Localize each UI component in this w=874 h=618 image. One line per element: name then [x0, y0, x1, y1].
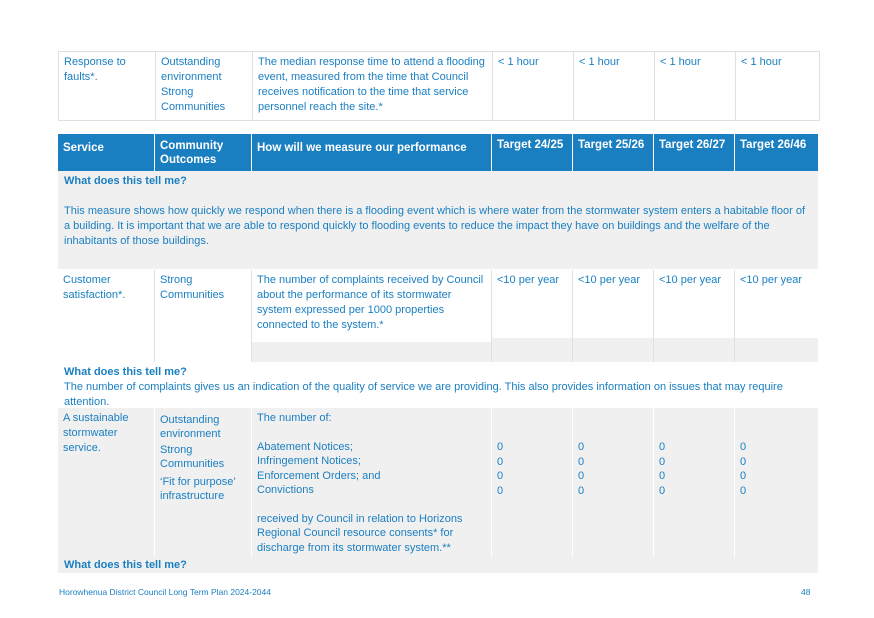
measure-outro: received by Council in relation to Horizons Regional Council resource consents* for discharge from its stormwater system.** — [257, 512, 463, 554]
target-value: <10 per year — [735, 270, 818, 338]
explanation-title: What does this tell me? — [64, 366, 187, 378]
target-value: 0 — [578, 470, 585, 482]
target-value: 0 — [740, 484, 747, 497]
service-cell: A sustainable stormwater service. — [58, 408, 155, 557]
outcome-label: ‘Fit for purpose’ infrastructure — [160, 476, 236, 502]
target-cell — [573, 270, 654, 362]
measure-item: Enforcement Orders; and — [257, 469, 381, 482]
target-value: 0 — [740, 455, 747, 468]
footer-title: Horowhenua District Council Long Term Plan 2024-2044 — [59, 587, 271, 597]
table-row — [58, 51, 820, 121]
header-outcomes: Community Outcomes — [155, 134, 252, 171]
target-cell — [654, 270, 735, 362]
header-target-26-27: Target 26/27 — [654, 134, 735, 171]
table-header — [58, 134, 818, 171]
target-value: 0 — [497, 470, 504, 482]
target-cell — [492, 408, 573, 557]
target-cell: < 1 hour — [741, 56, 782, 68]
header-target-26-46: Target 26/46 — [740, 139, 807, 151]
measure-text: The number of complaints received by Council about the performance of its stormwater system expressed per 1000 properties connected to the system.* — [252, 270, 491, 342]
target-cell: < 1 hour — [574, 52, 655, 120]
measure-cell: The median response time to attend a flooding event, measured from the time that Council receives notification to the time that service personnel reach the site.* — [253, 52, 493, 120]
measure-item: Infringement Notices; — [257, 455, 361, 467]
outcome-label: Strong Communities — [161, 86, 226, 113]
explanation-box — [58, 362, 818, 408]
target-cell: < 1 hour — [493, 52, 574, 120]
service-cell: Response to faults*. — [59, 52, 156, 120]
measure-item: Abatement Notices; — [257, 440, 353, 453]
target-value: <10 per year — [573, 270, 653, 338]
header-service: Service — [58, 134, 155, 171]
target-value: 0 — [497, 455, 504, 468]
explanation-title: What does this tell me? — [64, 559, 187, 571]
target-value: <10 per year — [492, 270, 572, 338]
header-target-25-26: Target 25/26 — [573, 134, 654, 171]
target-value: <10 per year — [654, 270, 734, 338]
measure-item: Convictions — [257, 484, 314, 496]
target-value: 0 — [659, 470, 666, 482]
target-value: 0 — [497, 441, 504, 453]
outcomes-cell — [155, 408, 252, 557]
target-value: 0 — [578, 441, 585, 453]
outcome-label: Outstanding environment — [161, 56, 222, 83]
header-measure: How will we measure our performance — [252, 134, 492, 171]
target-cell — [735, 408, 818, 557]
target-value: 0 — [659, 441, 666, 453]
target-cell — [573, 408, 654, 557]
page-number: 48 — [801, 587, 811, 597]
target-value: 0 — [497, 484, 504, 497]
target-cell: < 1 hour — [655, 52, 736, 120]
table-row — [58, 408, 818, 557]
header-target-24-25: Target 24/25 — [492, 134, 573, 171]
measure-intro: The number of: — [257, 412, 332, 424]
target-value: 0 — [659, 484, 666, 497]
target-value: 0 — [740, 470, 747, 482]
explanation-text: The number of complaints gives us an indication of the quality of service we are providing. This also provides information on issues that may require attention. — [64, 381, 783, 408]
outcome-label: Strong Communities — [160, 444, 225, 470]
target-cell — [654, 408, 735, 557]
target-value: 0 — [740, 441, 747, 453]
service-cell: Customer satisfaction*. — [58, 270, 155, 362]
target-value: 0 — [578, 455, 585, 468]
outcomes-cell: Strong Communities — [155, 270, 252, 362]
table-row — [58, 270, 818, 362]
measure-cell — [252, 408, 492, 557]
target-value: 0 — [578, 484, 585, 497]
target-cell — [735, 270, 818, 362]
explanation-box — [58, 557, 818, 573]
outcomes-cell — [156, 52, 253, 120]
target-value: 0 — [659, 455, 666, 468]
target-cell — [492, 270, 573, 362]
explanation-title: What does this tell me? — [64, 175, 187, 187]
measure-cell — [252, 270, 492, 362]
outcome-label: Outstanding environment — [160, 414, 221, 440]
explanation-text: This measure shows how quickly we respond when there is a flooding event which is where water from the stormwater system enters a habitable floor of a building. It is important that we are able to respond quickly to flooding events to reduce the impact they have on buildings and the welfare of the inhabitants of those buildings. — [64, 205, 806, 247]
explanation-box — [58, 171, 818, 269]
